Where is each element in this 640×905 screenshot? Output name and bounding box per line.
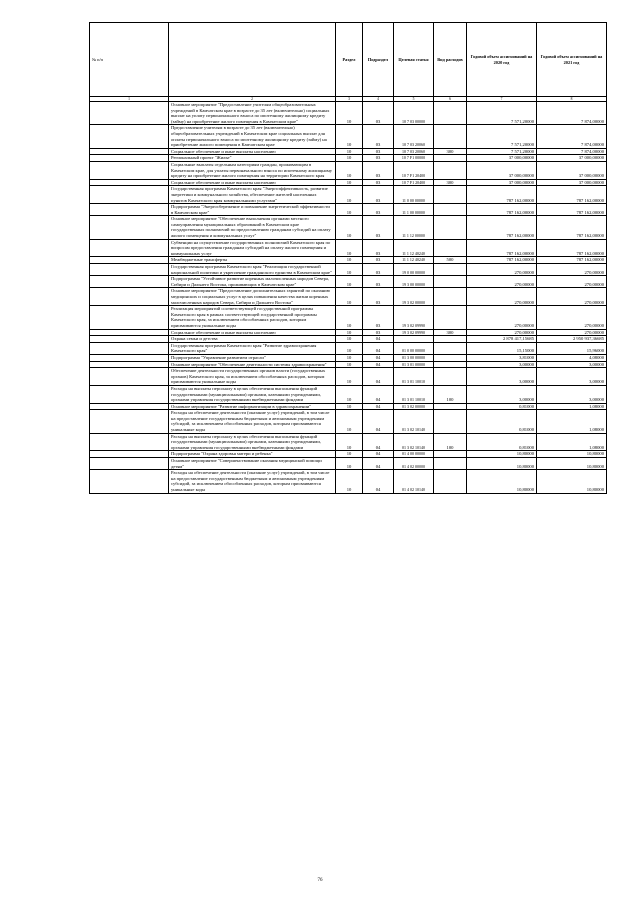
row-2020-cell: 787 162,00000 — [467, 216, 537, 239]
row-number-cell — [90, 155, 169, 162]
row-target-article-cell: 01 4 02 00000 — [394, 458, 434, 470]
row-razdel-cell: 10 — [336, 148, 363, 155]
row-podrazdel-cell: 04 — [363, 354, 394, 361]
row-podrazdel-cell: 03 — [363, 276, 394, 288]
row-2021-cell: 3,00000 — [537, 368, 607, 386]
table-row — [90, 264, 607, 276]
table-row — [90, 306, 607, 329]
row-2020-cell: 787 162,00000 — [467, 239, 537, 257]
header-razdel: Раздел — [336, 23, 363, 97]
row-number-cell — [90, 361, 169, 368]
row-name-cell: Расходы на обеспечение деятельности (оказание услуг) учреждений, в том числе на предоставление государственным бюджетным и автономным учреждениям субсидий, за исключением обособленных расходов, которым присваиваются уникальные коды — [169, 470, 336, 493]
row-number-cell — [90, 186, 169, 204]
row-expense-type-cell — [434, 102, 467, 125]
row-podrazdel-cell: 04 — [363, 470, 394, 493]
row-expense-type-cell — [434, 306, 467, 329]
row-2021-cell: 10,80000 — [537, 470, 607, 493]
row-podrazdel-cell: 03 — [363, 257, 394, 264]
row-2021-cell: 3,00000 — [537, 385, 607, 403]
row-target-article-cell: 11 1 12 40240 — [394, 257, 434, 264]
row-2021-cell: 270,00000 — [537, 276, 607, 288]
table-row — [90, 385, 607, 403]
row-2020-cell: 7 571,20000 — [467, 125, 537, 148]
row-2021-cell: 787 162,00000 — [537, 257, 607, 264]
row-razdel-cell: 10 — [336, 385, 363, 403]
header-2020: Годовой объем ассигнований на 2020 год — [467, 23, 537, 97]
row-podrazdel-cell: 03 — [363, 216, 394, 239]
row-name-cell: Региональный проект "Жилье" — [169, 155, 336, 162]
column-number: 4 — [363, 97, 394, 102]
row-2021-cell: 270,00000 — [537, 288, 607, 306]
row-target-article-cell: 19 3 02 09990 — [394, 306, 434, 329]
row-podrazdel-cell: 04 — [363, 368, 394, 386]
row-target-article-cell: 10 7 03 20060 — [394, 125, 434, 148]
row-name-cell: Основное мероприятие "Предоставление учителям общеобразовательных учреждений в Камчатском крае в возрасте до 35 лет (включительно) социальных выплат на уплату первоначального взноса по ипотечному жилищному кредиту (займу) на приобретение жилого помещения в Камчатском крае" — [169, 102, 336, 125]
row-2020-cell: 10,80000 — [467, 458, 537, 470]
row-target-article-cell: 19 0 00 00000 — [394, 264, 434, 276]
table-row — [90, 239, 607, 257]
column-number: 6 — [434, 97, 467, 102]
row-podrazdel-cell: 03 — [363, 329, 394, 336]
table-row — [90, 336, 607, 343]
row-number-cell — [90, 470, 169, 493]
row-expense-type-cell — [434, 354, 467, 361]
row-razdel-cell: 10 — [336, 102, 363, 125]
row-expense-type-cell — [434, 216, 467, 239]
row-2020-cell: 2 878 417,15685 — [467, 336, 537, 343]
row-razdel-cell: 10 — [336, 306, 363, 329]
row-expense-type-cell — [434, 264, 467, 276]
row-number-cell — [90, 125, 169, 148]
row-2021-cell: 2 950 937,36685 — [537, 336, 607, 343]
row-name-cell: Социальное обеспечение и иные выплаты населению — [169, 179, 336, 186]
row-razdel-cell: 10 — [336, 410, 363, 433]
row-podrazdel-cell: 03 — [363, 148, 394, 155]
header-target-article: Целевая статья — [394, 23, 434, 97]
row-2020-cell: 787 162,00000 — [467, 186, 537, 204]
row-number-cell — [90, 342, 169, 354]
row-2020-cell: 10,80000 — [467, 451, 537, 458]
row-razdel-cell: 10 — [336, 451, 363, 458]
row-name-cell: Основное мероприятие "Развитие информатизации в здравоохранении" — [169, 403, 336, 410]
header-2021: Годовой объем ассигнований на 2021 год — [537, 23, 607, 97]
row-target-article-cell: 11 1 12 00000 — [394, 216, 434, 239]
table-header-row — [90, 23, 607, 97]
row-2021-cell: 37 000,00000 — [537, 155, 607, 162]
row-2020-cell: 787 162,00000 — [467, 204, 537, 216]
row-expense-type-cell — [434, 288, 467, 306]
row-target-article-cell: 19 3 00 00000 — [394, 276, 434, 288]
row-razdel-cell: 10 — [336, 403, 363, 410]
row-name-cell: Подпрограмма "Охрана здоровья матери и ребенка" — [169, 451, 336, 458]
row-name-cell: Охрана семьи и детства — [169, 336, 336, 343]
row-number-cell — [90, 276, 169, 288]
row-razdel-cell: 10 — [336, 204, 363, 216]
table-row — [90, 458, 607, 470]
row-expense-type-cell: 300 — [434, 329, 467, 336]
row-expense-type-cell: 100 — [434, 433, 467, 451]
row-target-article-cell: 11 1 12 40240 — [394, 239, 434, 257]
row-number-cell — [90, 354, 169, 361]
table-row — [90, 368, 607, 386]
table-row — [90, 148, 607, 155]
row-expense-type-cell — [434, 125, 467, 148]
table-row — [90, 276, 607, 288]
row-number-cell — [90, 179, 169, 186]
row-expense-type-cell — [434, 161, 467, 179]
row-podrazdel-cell: 03 — [363, 306, 394, 329]
page-number: 76 — [317, 878, 323, 883]
row-expense-type-cell — [434, 451, 467, 458]
row-target-article-cell: 01 3 01 00000 — [394, 361, 434, 368]
table-row — [90, 361, 607, 368]
row-razdel-cell: 10 — [336, 354, 363, 361]
row-name-cell: Социальное обеспечение и иные выплаты населению — [169, 148, 336, 155]
row-podrazdel-cell: 03 — [363, 186, 394, 204]
row-2020-cell: 3,00000 — [467, 368, 537, 386]
row-razdel-cell: 10 — [336, 276, 363, 288]
row-name-cell: Подпрограмма "Энергосбережение и повышение энергетической эффективности в Камчатском крае" — [169, 204, 336, 216]
row-podrazdel-cell: 03 — [363, 204, 394, 216]
row-name-cell: Реализация мероприятий соответствующей государственной программы Камчатского края в рамках соответствующей государственной программы Камчатского края, за исключением обособленных расходов, которым присваиваются уникальные коды — [169, 306, 336, 329]
row-target-article-cell: 10 7 03 00000 — [394, 102, 434, 125]
column-number: 2 — [169, 97, 336, 102]
row-2021-cell: 1,08000 — [537, 403, 607, 410]
table-row — [90, 125, 607, 148]
row-target-article-cell: 11 1 00 00000 — [394, 204, 434, 216]
row-2020-cell: 270,00000 — [467, 306, 537, 329]
row-number-cell — [90, 216, 169, 239]
row-target-article-cell: 19 3 02 00000 — [394, 288, 434, 306]
header-num: № п/п — [90, 23, 169, 97]
row-2020-cell: 0,81000 — [467, 433, 537, 451]
row-expense-type-cell — [434, 403, 467, 410]
document-page — [89, 22, 606, 494]
row-2020-cell: 270,00000 — [467, 288, 537, 306]
row-number-cell — [90, 148, 169, 155]
table-row — [90, 155, 607, 162]
row-name-cell: Основное мероприятие "Предоставление дополнительных гарантий по оказанию медицинских и социальных услуг в целях повышения качества жизни коренных малочисленных народов Севера, Сибири и Дальнего Востока" — [169, 288, 336, 306]
row-target-article-cell — [394, 336, 434, 343]
row-number-cell — [90, 433, 169, 451]
row-number-cell — [90, 451, 169, 458]
row-name-cell: Субвенции на осуществление государственных полномочий Камчатского края по вопросам предоставления гражданам субсидий на оплату жилого помещения и коммунальных услуг — [169, 239, 336, 257]
row-razdel-cell: 10 — [336, 288, 363, 306]
row-2020-cell: 3,00000 — [467, 385, 537, 403]
column-number: 7 — [467, 97, 537, 102]
row-number-cell — [90, 458, 169, 470]
row-2020-cell: 270,00000 — [467, 276, 537, 288]
row-2020-cell: 0,81000 — [467, 403, 537, 410]
row-expense-type-cell — [434, 155, 467, 162]
row-target-article-cell: 10 7 F1 20400 — [394, 179, 434, 186]
row-razdel-cell: 10 — [336, 361, 363, 368]
row-name-cell: Государственная программа Камчатского края "Развитие здравоохранения Камчатского края" — [169, 342, 336, 354]
row-number-cell — [90, 368, 169, 386]
row-number-cell — [90, 102, 169, 125]
row-name-cell: Социальные выплаты отдельным категориям граждан, проживающим в Камчатском крае, для уплаты первоначального взноса по ипотечному жилищному кредиту на приобретение жилого помещения на территории Камчатского края — [169, 161, 336, 179]
row-razdel-cell: 10 — [336, 155, 363, 162]
column-number: 1 — [90, 97, 169, 102]
row-2021-cell: 3,00000 — [537, 361, 607, 368]
column-number: 5 — [394, 97, 434, 102]
row-razdel-cell: 10 — [336, 336, 363, 343]
row-2020-cell: 3,81000 — [467, 354, 537, 361]
row-2021-cell: 1,08000 — [537, 410, 607, 433]
row-podrazdel-cell: 03 — [363, 264, 394, 276]
row-razdel-cell: 10 — [336, 470, 363, 493]
row-razdel-cell: 10 — [336, 125, 363, 148]
row-razdel-cell: 10 — [336, 458, 363, 470]
row-podrazdel-cell: 03 — [363, 288, 394, 306]
row-podrazdel-cell: 04 — [363, 361, 394, 368]
row-name-cell: Расходы на выплаты персоналу в целях обеспечения выполнения функций государственными (муниципальными) органами, казенными учреждениями, органами управления государственными внебюджетными фондами — [169, 385, 336, 403]
row-number-cell — [90, 385, 169, 403]
row-2021-cell: 4,08000 — [537, 354, 607, 361]
row-expense-type-cell — [434, 342, 467, 354]
row-target-article-cell: 01 0 00 00000 — [394, 342, 434, 354]
table-row — [90, 204, 607, 216]
column-number: 8 — [537, 97, 607, 102]
header-name — [169, 23, 336, 97]
row-podrazdel-cell: 03 — [363, 179, 394, 186]
row-target-article-cell: 01 3 01 10010 — [394, 368, 434, 386]
row-target-article-cell: 01 3 02 10140 — [394, 433, 434, 451]
row-number-cell — [90, 239, 169, 257]
table-row — [90, 410, 607, 433]
table-row — [90, 161, 607, 179]
row-2021-cell: 787 162,00000 — [537, 216, 607, 239]
row-podrazdel-cell: 04 — [363, 458, 394, 470]
row-razdel-cell: 10 — [336, 368, 363, 386]
row-target-article-cell: 01 4 02 10140 — [394, 470, 434, 493]
row-number-cell — [90, 306, 169, 329]
table-row — [90, 342, 607, 354]
row-expense-type-cell — [434, 470, 467, 493]
row-podrazdel-cell: 03 — [363, 161, 394, 179]
row-podrazdel-cell: 03 — [363, 239, 394, 257]
row-number-cell — [90, 403, 169, 410]
row-2020-cell: 37 000,00000 — [467, 161, 537, 179]
table-row — [90, 451, 607, 458]
row-number-cell — [90, 264, 169, 276]
row-2021-cell: 15,96000 — [537, 342, 607, 354]
row-expense-type-cell — [434, 458, 467, 470]
row-target-article-cell: 01 4 00 00000 — [394, 451, 434, 458]
row-2020-cell: 270,00000 — [467, 329, 537, 336]
row-2020-cell: 37 000,00000 — [467, 155, 537, 162]
row-podrazdel-cell: 03 — [363, 155, 394, 162]
row-2021-cell: 270,00000 — [537, 329, 607, 336]
row-2021-cell: 7 874,00000 — [537, 102, 607, 125]
row-podrazdel-cell: 04 — [363, 336, 394, 343]
row-number-cell — [90, 288, 169, 306]
row-target-article-cell: 10 7 F1 00000 — [394, 155, 434, 162]
row-2021-cell: 787 162,00000 — [537, 186, 607, 204]
row-podrazdel-cell: 03 — [363, 125, 394, 148]
table-row — [90, 433, 607, 451]
row-2021-cell: 270,00000 — [537, 264, 607, 276]
row-target-article-cell: 01 3 00 00000 — [394, 354, 434, 361]
row-name-cell: Основное мероприятие "Совершенствование оказания медицинской помощи детям" — [169, 458, 336, 470]
row-2021-cell: 37 000,00000 — [537, 161, 607, 179]
table-row — [90, 179, 607, 186]
row-target-article-cell: 10 7 03 20060 — [394, 148, 434, 155]
table-row — [90, 102, 607, 125]
row-expense-type-cell — [434, 410, 467, 433]
row-name-cell: Межбюджетные трансферты — [169, 257, 336, 264]
row-name-cell: Расходы на выплаты персоналу в целях обеспечения выполнения функций государственными (муниципальными) органами, казенными учреждениями, органами управления государственными внебюджетными фондами — [169, 433, 336, 451]
row-number-cell — [90, 410, 169, 433]
row-razdel-cell: 10 — [336, 216, 363, 239]
row-expense-type-cell: 300 — [434, 179, 467, 186]
row-name-cell: Государственная программа Камчатского края "Энергоэффективность, развитие энергетики и коммунального хозяйства, обеспечение жителей населенных пунктов Камчатского края коммунальными услугами" — [169, 186, 336, 204]
row-2020-cell: 15,15000 — [467, 342, 537, 354]
row-razdel-cell: 10 — [336, 433, 363, 451]
row-2020-cell: 787 162,00000 — [467, 257, 537, 264]
row-number-cell — [90, 204, 169, 216]
row-target-article-cell: 01 3 01 10010 — [394, 385, 434, 403]
row-name-cell: Предоставление учителям в возрасте до 35 лет (включительно) общеобразовательных учреждений в Камчатском крае социальных выплат для оплаты первоначального взноса по ипотечному жилищному кредиту (займу) на приобретение жилого помещения в Камчатском крае — [169, 125, 336, 148]
row-number-cell — [90, 257, 169, 264]
row-expense-type-cell — [434, 276, 467, 288]
row-expense-type-cell — [434, 239, 467, 257]
row-2021-cell: 10,80000 — [537, 451, 607, 458]
row-number-cell — [90, 336, 169, 343]
row-expense-type-cell: 500 — [434, 257, 467, 264]
row-2021-cell: 787 162,00000 — [537, 239, 607, 257]
row-expense-type-cell — [434, 361, 467, 368]
row-expense-type-cell — [434, 186, 467, 204]
row-2020-cell: 270,00000 — [467, 264, 537, 276]
row-2020-cell: 0,81000 — [467, 410, 537, 433]
table-row — [90, 329, 607, 336]
row-2021-cell: 1,08000 — [537, 433, 607, 451]
row-name-cell: Обеспечение деятельности государственных органов власти (государственных органов) Камчатского края, за исключением обособленных расходов, которым присваиваются уникальные коды — [169, 368, 336, 386]
row-name-cell: Подпрограмма "Управление развитием отрасли" — [169, 354, 336, 361]
row-2021-cell: 37 000,00000 — [537, 179, 607, 186]
row-expense-type-cell — [434, 368, 467, 386]
row-razdel-cell: 10 — [336, 342, 363, 354]
row-razdel-cell: 10 — [336, 257, 363, 264]
row-name-cell: Подпрограмма "Устойчивое развитие коренных малочисленных народов Севера, Сибири и Дальнего Востока, проживающих в Камчатском крае" — [169, 276, 336, 288]
row-2020-cell: 7 571,20000 — [467, 148, 537, 155]
row-podrazdel-cell: 04 — [363, 385, 394, 403]
column-number: 3 — [336, 97, 363, 102]
row-2021-cell: 787 162,00000 — [537, 204, 607, 216]
row-2021-cell: 10,80000 — [537, 458, 607, 470]
row-name-cell: Основное мероприятие "Обеспечение выполнения органами местного самоуправления муниципальных образований в Камчатском крае государственных полномочий по предоставлению гражданам субсидий на оплату жилого помещения и коммунальных услуг" — [169, 216, 336, 239]
row-number-cell — [90, 329, 169, 336]
row-2020-cell: 3,00000 — [467, 361, 537, 368]
row-2020-cell: 7 571,20000 — [467, 102, 537, 125]
table-row — [90, 354, 607, 361]
row-razdel-cell: 10 — [336, 239, 363, 257]
row-razdel-cell: 10 — [336, 186, 363, 204]
row-2020-cell: 10,80000 — [467, 470, 537, 493]
row-razdel-cell: 10 — [336, 329, 363, 336]
row-name-cell: Социальное обеспечение и иные выплаты населению — [169, 329, 336, 336]
row-name-cell: Государственная программа Камчатского края "Реализация государственной национальной политики и укрепление гражданского единства в Камчатском крае" — [169, 264, 336, 276]
table-row — [90, 288, 607, 306]
row-expense-type-cell: 300 — [434, 148, 467, 155]
row-expense-type-cell — [434, 336, 467, 343]
row-razdel-cell: 10 — [336, 179, 363, 186]
row-razdel-cell: 10 — [336, 161, 363, 179]
row-2021-cell: 7 874,00000 — [537, 148, 607, 155]
table-row — [90, 470, 607, 493]
table-row — [90, 403, 607, 410]
table-row — [90, 216, 607, 239]
row-number-cell — [90, 161, 169, 179]
row-target-article-cell: 01 3 02 00000 — [394, 403, 434, 410]
table-row — [90, 257, 607, 264]
row-2021-cell: 7 874,00000 — [537, 125, 607, 148]
row-target-article-cell: 01 3 02 10140 — [394, 410, 434, 433]
row-target-article-cell: 19 3 02 09990 — [394, 329, 434, 336]
header-expense-type: Вид расходов — [434, 23, 467, 97]
row-podrazdel-cell: 04 — [363, 451, 394, 458]
header-podrazdel: Подраздел — [363, 23, 394, 97]
row-podrazdel-cell: 04 — [363, 410, 394, 433]
row-podrazdel-cell: 04 — [363, 433, 394, 451]
table-row — [90, 186, 607, 204]
row-expense-type-cell: 100 — [434, 385, 467, 403]
row-2020-cell: 37 000,00000 — [467, 179, 537, 186]
row-target-article-cell: 11 0 00 00000 — [394, 186, 434, 204]
row-name-cell: Расходы на обеспечение деятельности (оказание услуг) учреждений, в том числе на предоставление государственным бюджетным и автономным учреждениям субсидий, за исключением обособленных расходов, которым присваиваются уникальные коды — [169, 410, 336, 433]
row-expense-type-cell — [434, 204, 467, 216]
row-name-cell: Основное мероприятие "Обеспечение деятельности системы здравоохранения" — [169, 361, 336, 368]
row-podrazdel-cell: 04 — [363, 403, 394, 410]
row-podrazdel-cell: 04 — [363, 342, 394, 354]
row-razdel-cell: 10 — [336, 264, 363, 276]
row-podrazdel-cell: 03 — [363, 102, 394, 125]
row-2021-cell: 270,00000 — [537, 306, 607, 329]
budget-table — [89, 22, 607, 494]
row-target-article-cell: 10 7 F1 20400 — [394, 161, 434, 179]
